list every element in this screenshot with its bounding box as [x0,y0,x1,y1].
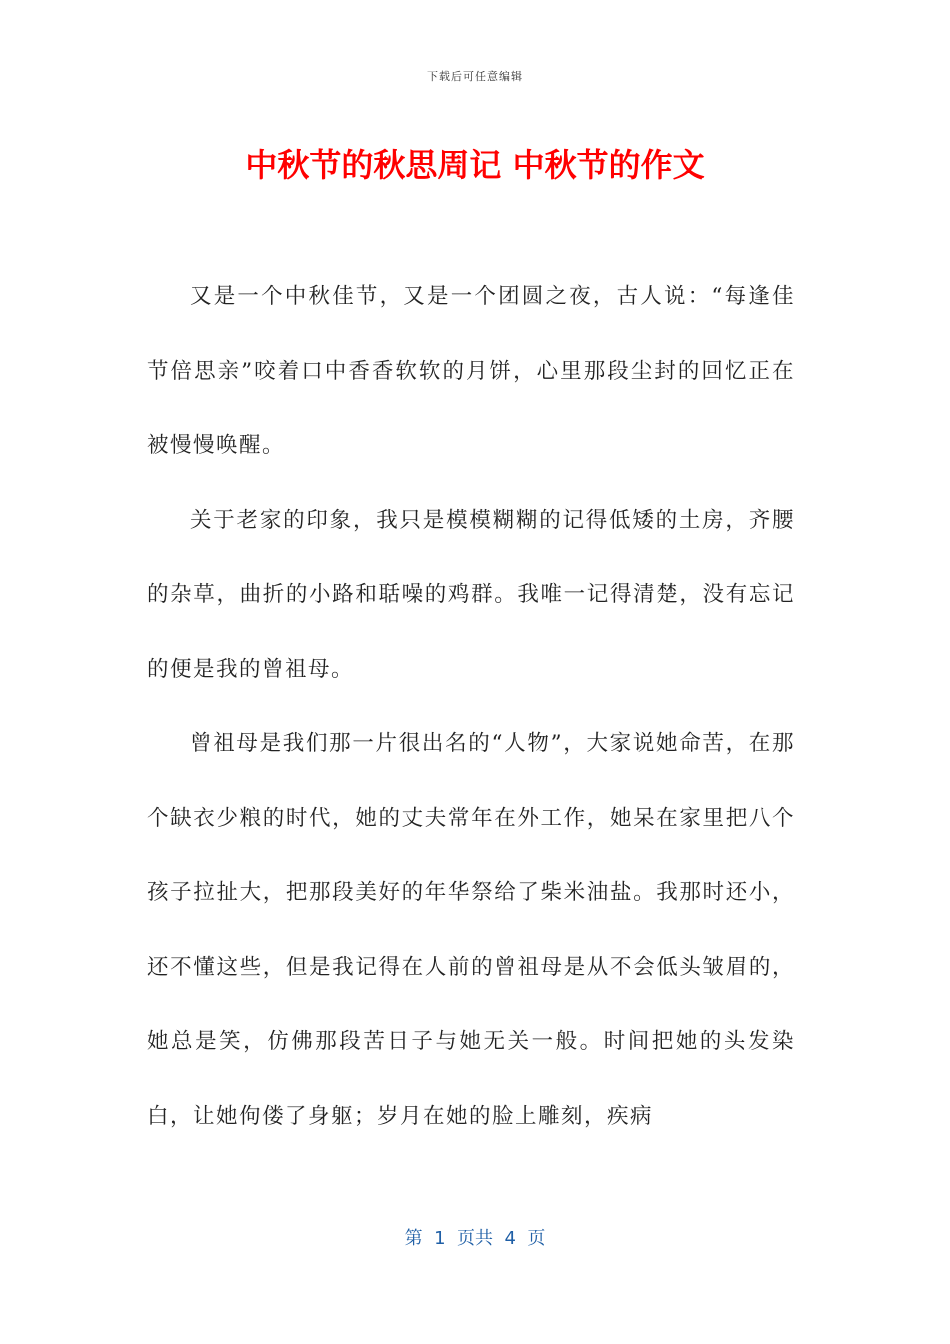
paragraph: 曾祖母是我们那一片很出名的“人物”，大家说她命苦，在那个缺衣少粮的时代，她的丈夫常年在外工作，她呆在家里把八个孩子拉扯大，把那段美好的年华祭给了柴米油盐。我那时还小，还不懂这些，但是我记得在人前的曾祖母是从不会低头皱眉的，她总是笑，仿佛那段苦日子与她无关一般。时间把她的头发染白，让她佝偻了身躯；岁月在她的脸上雕刻，疾病 [147,731,795,1129]
document-body [147,260,795,1154]
page-number-footer: 第 1 页共 4 页 [404,1228,546,1249]
paragraph: 又是一个中秋佳节，又是一个团圆之夜，古人说：“每逢佳节倍思亲”咬着口中香香软软的月饼，心里那段尘封的回忆正在被慢慢唤醒。 [147,284,795,458]
header-note: 下载后可任意编辑 [427,70,523,83]
paragraph: 关于老家的印象，我只是模模糊糊的记得低矮的土房，齐腰的杂草，曲折的小路和聒噪的鸡群。我唯一记得清楚，没有忘记的便是我的曾祖母。 [147,507,795,682]
document-title: 中秋节的秋思周记 中秋节的作文 [245,146,705,184]
